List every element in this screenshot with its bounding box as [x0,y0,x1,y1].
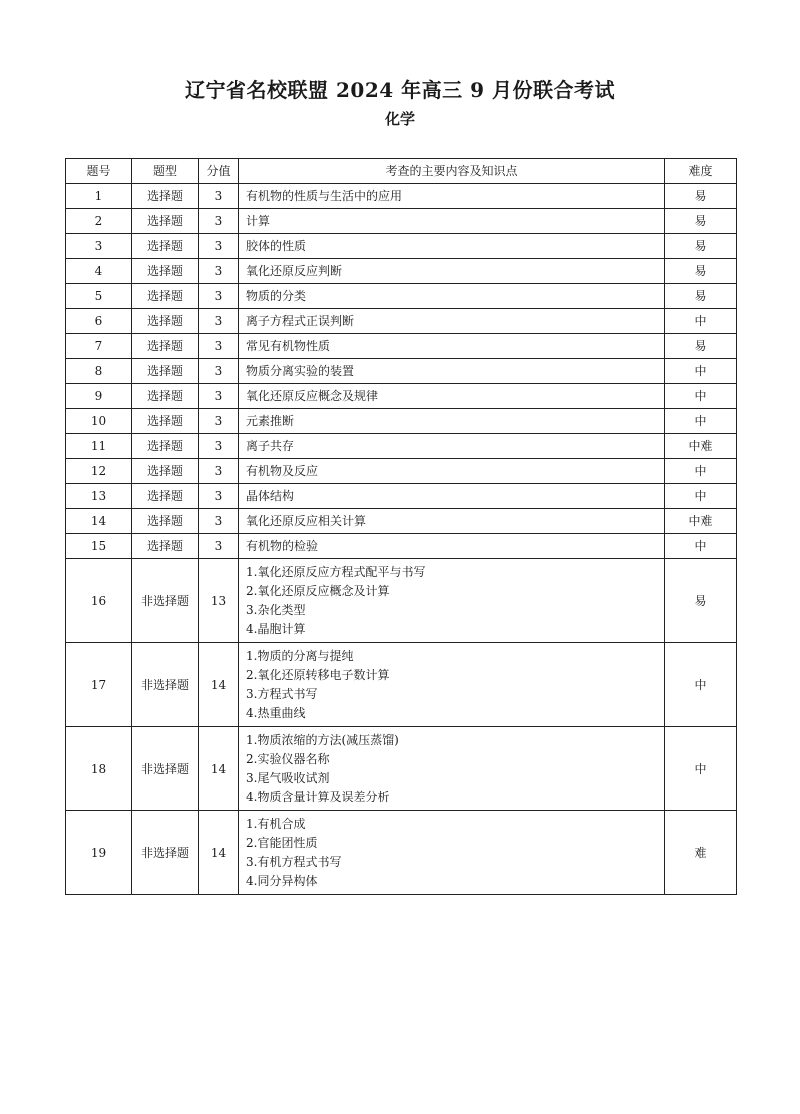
question-number-cell: 18 [66,727,132,811]
difficulty-cell: 中 [665,643,737,727]
table-row [66,334,737,359]
content-cell: 计算 [239,209,665,234]
content-line: 1.有机合成 [246,816,306,831]
table-row [66,811,737,895]
score-cell: 14 [199,643,239,727]
content-cell: 常见有机物性质 [239,334,665,359]
table-row [66,434,737,459]
question-type-cell: 非选择题 [132,811,199,895]
table-row [66,384,737,409]
column-header-difficulty: 难度 [665,159,737,184]
content-cell: 胶体的性质 [239,234,665,259]
score-cell: 3 [199,259,239,284]
difficulty-cell: 易 [665,184,737,209]
difficulty-cell: 中 [665,409,737,434]
exam-analysis-table [65,158,737,895]
table-row [66,259,737,284]
score-cell: 14 [199,727,239,811]
document-title: 辽宁省名校联盟 2024 年高三 9 月份联合考试 [185,78,615,102]
difficulty-cell: 易 [665,559,737,643]
content-cell [239,811,665,895]
question-number-cell: 14 [66,509,132,534]
content-cell: 有机物及反应 [239,459,665,484]
question-type-cell: 非选择题 [132,643,199,727]
score-cell: 3 [199,184,239,209]
content-line: 4.同分异构体 [246,873,318,888]
table-row [66,184,737,209]
content-line: 4.晶胞计算 [246,621,306,636]
difficulty-cell: 中 [665,359,737,384]
difficulty-cell: 中 [665,484,737,509]
difficulty-cell: 中 [665,384,737,409]
score-cell: 3 [199,284,239,309]
content-line: 1.物质浓缩的方法(减压蒸馏) [246,732,399,747]
question-type-cell: 选择题 [132,259,199,284]
difficulty-cell: 中 [665,459,737,484]
score-cell: 3 [199,359,239,384]
question-number-cell: 17 [66,643,132,727]
score-cell: 3 [199,384,239,409]
table-row [66,534,737,559]
question-number-cell: 11 [66,434,132,459]
table-row [66,409,737,434]
content-line: 4.物质含量计算及误差分析 [246,789,390,804]
content-line: 2.官能团性质 [246,835,318,850]
question-type-cell: 选择题 [132,409,199,434]
question-number-cell: 5 [66,284,132,309]
question-number-cell: 9 [66,384,132,409]
content-cell: 氧化还原反应判断 [239,259,665,284]
content-cell: 氧化还原反应相关计算 [239,509,665,534]
content-cell [239,559,665,643]
table-row [66,559,737,643]
content-cell: 离子共存 [239,434,665,459]
content-line: 3.尾气吸收试剂 [246,770,330,785]
content-line: 4.热重曲线 [246,705,306,720]
question-number-cell: 4 [66,259,132,284]
subject-heading: 化学 [384,110,415,128]
content-line: 2.氧化还原反应概念及计算 [246,583,390,598]
content-cell: 晶体结构 [239,484,665,509]
question-type-cell: 选择题 [132,459,199,484]
question-type-cell: 选择题 [132,334,199,359]
score-cell: 3 [199,484,239,509]
difficulty-cell: 易 [665,234,737,259]
question-type-cell: 选择题 [132,384,199,409]
difficulty-cell: 易 [665,209,737,234]
difficulty-cell: 中 [665,534,737,559]
difficulty-cell: 中难 [665,434,737,459]
table-row [66,484,737,509]
content-cell: 离子方程式正误判断 [239,309,665,334]
question-number-cell: 16 [66,559,132,643]
question-number-cell: 6 [66,309,132,334]
column-header-number: 题号 [66,159,132,184]
difficulty-cell: 难 [665,811,737,895]
question-type-cell: 非选择题 [132,727,199,811]
question-number-cell: 15 [66,534,132,559]
score-cell: 3 [199,209,239,234]
content-cell: 物质的分类 [239,284,665,309]
question-type-cell: 非选择题 [132,559,199,643]
column-header-content: 考查的主要内容及知识点 [239,159,665,184]
content-line: 3.杂化类型 [246,602,306,617]
content-line: 3.有机方程式书写 [246,854,342,869]
question-number-cell: 3 [66,234,132,259]
table-row [66,359,737,384]
column-header-type: 题型 [132,159,199,184]
difficulty-cell: 易 [665,259,737,284]
question-number-cell: 8 [66,359,132,384]
content-line: 3.方程式书写 [246,686,318,701]
difficulty-cell: 易 [665,334,737,359]
content-cell [239,727,665,811]
table-body [66,184,737,895]
content-line: 1.物质的分离与提纯 [246,648,354,663]
score-cell: 3 [199,509,239,534]
question-type-cell: 选择题 [132,434,199,459]
question-number-cell: 13 [66,484,132,509]
content-cell: 物质分离实验的装置 [239,359,665,384]
table-row [66,284,737,309]
difficulty-cell: 中 [665,727,737,811]
score-cell: 3 [199,409,239,434]
column-header-score: 分值 [199,159,239,184]
content-cell: 有机物的检验 [239,534,665,559]
content-cell: 有机物的性质与生活中的应用 [239,184,665,209]
question-type-cell: 选择题 [132,534,199,559]
content-line: 2.氧化还原转移电子数计算 [246,667,390,682]
question-number-cell: 19 [66,811,132,895]
question-number-cell: 7 [66,334,132,359]
question-number-cell: 10 [66,409,132,434]
score-cell: 3 [199,234,239,259]
question-number-cell: 12 [66,459,132,484]
question-type-cell: 选择题 [132,284,199,309]
score-cell: 3 [199,459,239,484]
question-type-cell: 选择题 [132,359,199,384]
difficulty-cell: 易 [665,284,737,309]
content-cell: 氧化还原反应概念及规律 [239,384,665,409]
difficulty-cell: 中难 [665,509,737,534]
question-number-cell: 1 [66,184,132,209]
table-row [66,459,737,484]
table-row [66,727,737,811]
content-line: 2.实验仪器名称 [246,751,330,766]
table-header-row [66,159,737,184]
score-cell: 3 [199,334,239,359]
content-cell [239,643,665,727]
question-number-cell: 2 [66,209,132,234]
question-type-cell: 选择题 [132,509,199,534]
table-row [66,209,737,234]
question-type-cell: 选择题 [132,309,199,334]
table-row [66,643,737,727]
question-type-cell: 选择题 [132,209,199,234]
score-cell: 14 [199,811,239,895]
content-cell: 元素推断 [239,409,665,434]
question-type-cell: 选择题 [132,184,199,209]
question-type-cell: 选择题 [132,484,199,509]
table-row [66,234,737,259]
score-cell: 3 [199,434,239,459]
score-cell: 3 [199,534,239,559]
table-row [66,509,737,534]
score-cell: 3 [199,309,239,334]
table-row [66,309,737,334]
content-line: 1.氧化还原反应方程式配平与书写 [246,564,426,579]
score-cell: 13 [199,559,239,643]
difficulty-cell: 中 [665,309,737,334]
question-type-cell: 选择题 [132,234,199,259]
